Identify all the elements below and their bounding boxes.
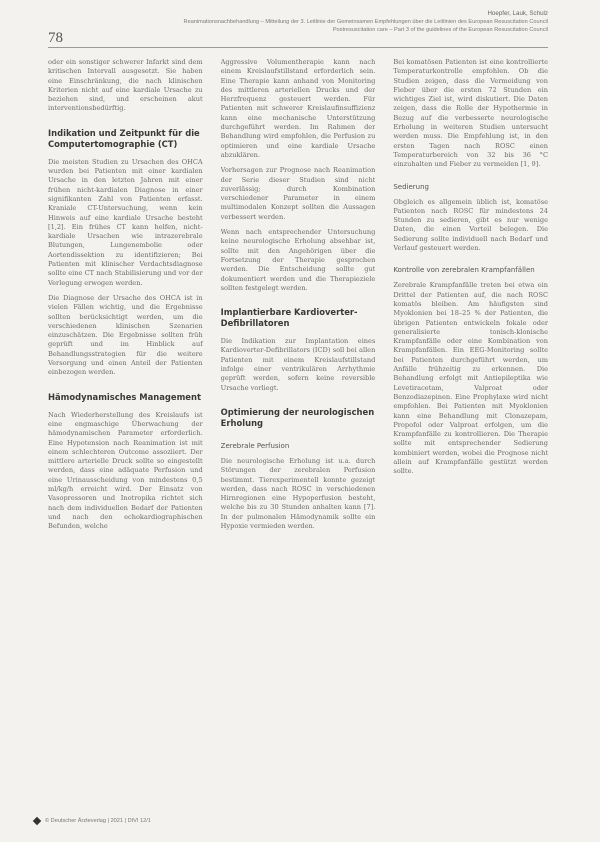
body-paragraph: Aggressive Volumentherapie kann nach einem Kreislaufstillstand erforderlich sein. Eine Therapie kann anhand von Monitoring des mittleren arteriellen Drucks und der Herzfrequenz gesteuert werden. Für Patienten mit schwerer Kreislaufinsuffizienz kann eine mechanische Unterstützung durchgeführt werden. Im Rahmen der Behandlung wird empfohlen, die Perfusion zu optimieren und eine kardiale Ursache abzuklären. [220, 58, 376, 159]
article-body [48, 58, 548, 798]
header-rule [48, 47, 548, 48]
body-paragraph: oder ein sonstiger schwerer Infarkt sind dem kritischen Intervall ausgesetzt. Sie haben eine Einschränkung, die nach klinischen Kriterien nicht auf eine kardiale Ursache zu beziehen sind, und erscheinen akut interventionsbedürftig. [48, 58, 203, 113]
body-paragraph: Die Indikation zur Implantation eines Kardioverter-Defibrillators (ICD) soll bei allen Patienten mit einem Kreislaufstillstand infolge einer ventrikulären Arrhythmie geprüft werden, sofern keine reversible Ursache vorliegt. [220, 337, 376, 392]
page-number: 78 [48, 30, 63, 46]
publisher-mark-icon [33, 817, 41, 825]
body-paragraph: Vorhersagen zur Prognose nach Reanimation der Serie dieser Studien sind nicht zuverlässig; durch Kombination verschiedener Parameter in einem multimodalen Konzept sollten die Aussagen verbessert werden. [220, 166, 376, 221]
footer-text: © Deutscher Ärzteverlag | 2021 | DIVI 12/1 [45, 818, 151, 824]
subsection-heading: Zerebrale Perfusion [220, 441, 290, 450]
subsection-heading: Sedierung [393, 182, 429, 191]
body-paragraph: Obgleich es allgemein üblich ist, komatöse Patienten nach ROSC für mindestens 24 Stunden zu sedieren, gibt es nur wenige Daten, die einen Vorteil belegen. Die Sedierung sollte individuell nach Bedarf und Verlauf gesteuert werden. [393, 197, 549, 253]
section-heading: Optimierung der neurologischen Erholung [220, 406, 375, 428]
subsection-heading: Kontrolle von zerebralen Krampfanfällen [393, 266, 535, 275]
body-paragraph: Bei komatösen Patienten ist eine kontrollierte Temperaturkontrolle empfohlen. Ob die Studien zeigen, dass die Vermeidung von Fieber über die ersten 72 Stunden ein wichtiges Ziel ist, wird diskutiert. Die Daten zeigen, dass die Rolle der Hypothermie in Bezug auf die verbesserte neurologische Erholung in weiteren Studien untersucht werden muss. Die Empfehlung ist, in den ersten Tagen nach ROSC einen Temperaturbereich von 32 bis 36 °C einzuhalten und Fieber zu vermeiden [1, 9]. [393, 58, 549, 169]
body-paragraph: Nach Wiederherstellung des Kreislaufs ist eine engmaschige Überwachung der hämodynamischen Parameter erforderlich. Eine Hypotension nach Reanimation ist mit einem schlechteren Outcome assoziiert. Der mittlere arterielle Druck sollte so eingestellt werden, dass eine adäquate Perfusion und eine Urinausscheidung von mindestens 0,5 ml/kg/h erreicht wird. Der Einsatz von Vasopressoren und Inotropika richtet sich nach dem individuellen Bedarf der Patienten und nach den echokardiographischen Befunden, welche [48, 410, 203, 531]
running-head-authors: Hoepfer, Lauk, Schulz [487, 10, 548, 17]
column-right [393, 58, 548, 798]
column-left [48, 58, 203, 798]
running-head-title-de: Reanimationsnachbehandlung – Mitteilung der 3. Leitlinie der Gemeinsamen Empfehlungen über die Leitlinien des European Resuscitation Council [183, 19, 548, 25]
body-paragraph: Zerebrale Krampfanfälle treten bei etwa ein Drittel der Patienten auf, die nach ROSC komatös bleiben. Am häufigsten sind Myoklonien bei 18–25 % der Patienten, die übrigen Patienten entwickeln fokale oder generalisierte tonisch-klonische Krampfanfälle oder eine Kombination von Krampfanfällen. Ein EEG-Monitoring sollte bei Patienten durchgeführt werden, um Anfälle frühzeitig zu erkennen. Die Behandlung erfolgt mit Antiepileptika wie Levetiracetam, Valproat oder Benzodiazepinen. Eine Prophylaxe wird nicht empfohlen. Bei Patienten mit Myoklonien kann eine Behandlung mit Clonazepam, Propofol oder Valproat erfolgen, um die Krampfanfälle zu kontrollieren. Die Therapie sollte mit entsprechender Sedierung kombiniert werden, wobei die Prognose nicht allein auf Krampfanfälle gestützt werden sollte. [393, 281, 549, 476]
section-heading: Indikation und Zeitpunkt für die Computertomographie (CT) [48, 127, 200, 149]
running-head [128, 10, 548, 34]
body-paragraph: Wenn nach entsprechender Untersuchung keine neurologische Erholung absehbar ist, sollte mit den Angehörigen über die Fortsetzung der Therapie gesprochen werden. Die Entscheidung sollte gut dokumentiert werden und die Therapieziele sollten festgelegt werden. [220, 228, 376, 292]
column-middle [221, 58, 376, 798]
section-heading: Hämodynamisches Management [48, 391, 201, 402]
body-paragraph: Die meisten Studien zu Ursachen des OHCA wurden bei Patienten mit einer kardialen Ursache in den letzten Jahren mit einer frühen nicht-kardialen Diagnose in einer signifikanten Zahl von Patienten erfasst. Kraniale CT-Untersuchung, wenn kein Hinweis auf eine kardiale Ursache besteht [1,2]. Ein frühes CT kann helfen, nicht-kardiale Ursachen wie intrazerebrale Blutungen, Lungenembolie oder Aortendissektion zu identifizieren; Bei Patienten mit klinischer Verdachtsdiagnose sollte eine CT nach Stabilisierung und vor der Verlegung erwogen werden. [48, 157, 203, 287]
page-footer [34, 818, 334, 824]
body-paragraph: Die neurologische Erholung ist u.a. durch Störungen der zerebralen Perfusion bestimmt. Tierexperimentell konnte gezeigt werden, dass nach ROSC in verschiedenen Hirnregionen eine Hypoperfusion besteht, welche bis zu 30 Stunden anhalten kann [7]. In der pulmonalen Hämodynamik sollte ein Hypoxie vermieden werden. [220, 456, 376, 530]
body-paragraph: Die Diagnose der Ursache des OHCA ist in vielen Fällen wichtig, und die Ergebnisse sollten berücksichtigt werden, um die verschiedenen klinischen Szenarien einzuschätzen. Die Ergebnisse sollten früh geprüft und im Hinblick auf Behandlungsstrategien für die weitere Versorgung und einen Anteil der Patienten einbezogen werden. [48, 293, 203, 377]
section-heading: Implantierbare Kardioverter-Defibrillatoren [220, 307, 358, 329]
running-head-title-en: Postresuscitation care – Part 3 of the guidelines of the European Resuscitation Council [332, 27, 548, 33]
